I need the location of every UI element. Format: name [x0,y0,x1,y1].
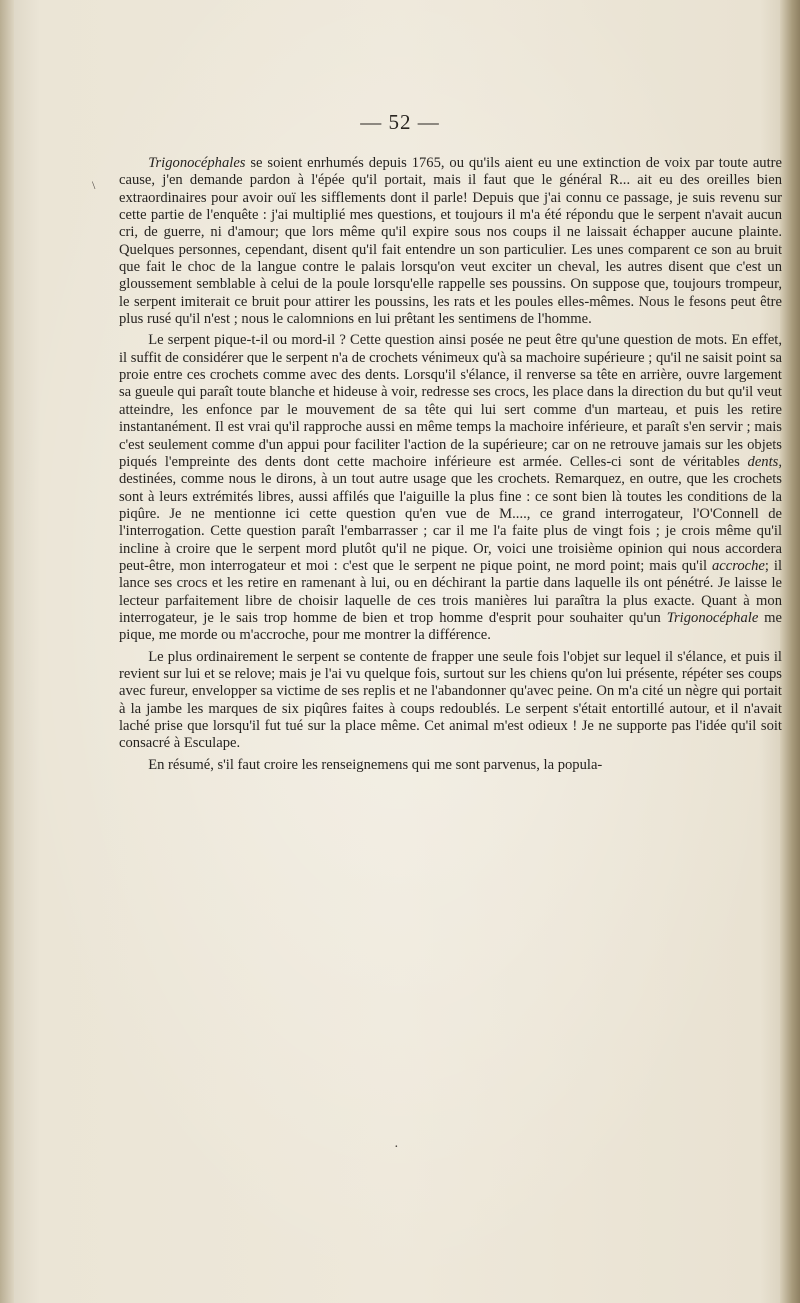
text-run: En résumé, s'il faut croire les renseignemens qui me sont parvenus, la popula- [148,756,603,773]
text-run: , destinées, comme nous le dirons, à un tout autre usage que les crochets. Remarquez, en outre, que les crochets sont à leurs extrémités libres, aussi affilés que l'aiguille la plus fine : ce sont bien là toutes les conditions de la piqûre. Je ne mentionne ici cette question qu'en vue de M...., ce grand interrogateur, l'O'Connell de l'interrogation. Cette question paraît l'embarrasser ; car il me l'a faite plus de vingt fois ; je crois même qu'il incline à croire que le serpent mord plutôt qu'il ne pique. Or, voici une troisième opinion qui nous accordera peut-être, mon interrogateur et moi : c'est que le serpent ne pique point, ne mord point; mais qu'il [119,453,782,574]
text-run: se soient enrhumés depuis 1765, ou qu'ils aient eu une extinction de voix par toute autre cause, j'en demande pardon à l'épée qu'il portait, mais il faut que le général R... ait eu des oreilles bien extraordinaires pour avoir ouï les sifflements dont il parle! Depuis que j'ai connu ce passage, je suis revenu sur cette partie de l'enquête : j'ai multiplié mes questions, et toujours il m'a été répondu que le serpent n'avait aucun cri, de guerre, ni d'amour; que lors même qu'il expire sous nos coups il ne laissait échapper aucune plainte. Quelques personnes, cependant, disent qu'il fait entendre un son particulier. Les unes comparent ce son au bruit que fait le choc de la langue contre le palais lorsqu'on veut exciter un cheval, les autres disent que c'est un gloussement semblable à celui de la poule lorsqu'elle rappelle ses poussins. On suppose que, toujours trompeur, le serpent imiterait ce bruit pour attirer les poussins, les rats et les poules elles-mêmes. Nous le fesons peut être plus rusé qu'il n'est ; nous le calomnions en lui prêtant les sentimens de l'homme. [119,155,782,328]
page-number: — 52 — [360,110,440,134]
text-run: ; il lance ses crocs et les retire en ramenant à lui, ou en déchirant la partie dans laquelle ils ont pénétré. Je laisse le lecteur parfaitement libre de choisir laquelle de ces trois manières lui paraîtra la plus exacte. Quant à mon interrogateur, je le sais trop homme de bien et trop homme d'esprit pour souhaiter qu'un [119,557,782,626]
text-run: Le serpent pique-t-il ou mord-il ? Cette question ainsi posée ne peut être qu'une question de mots. En effet, il suffit de considérer que le serpent n'a de crochets vénimeux qu'à sa machoire supérieure ; qu'il ne saisit point sa proie entre ces crochets comme avec des dents. Lorsqu'il s'élance, il renverse sa tête en arrière, ouvre largement sa gueule qui paraît toute blanche et hideuse à voir, redresse ses crocs, les place dans la direction du but qu'il veut atteindre, les enfonce par le mouvement de sa tête qui lui sert comme d'un marteau, et puis les retire instantanément. Il est vrai qu'il rapproche aussi en même temps la machoire inférieure, et paraît s'en servir ; mais c'est seulement comme d'un appui pour faciliter l'action de la supérieure; car on ne retrouve jamais sur les objets piqués l'empreinte des dents dont cette machoire inférieure est armée. Celles-ci sont de véritables [119,332,782,470]
paragraph-3 [119,649,782,753]
paragraph-4 [119,757,782,774]
italic-word: dents [747,453,779,470]
body-text [119,155,782,774]
page-left-edge [0,0,14,1303]
page-right-edge [780,0,800,1303]
paragraph-2 [119,332,782,644]
margin-mark: \ [92,178,96,192]
italic-word: accroche [711,557,765,574]
ink-speck: · [394,1140,399,1155]
text-run: me pique, me morde ou m'accroche, pour me montrer la différence. [119,609,783,644]
paragraph-1 [119,155,782,328]
text-run: Le plus ordinairement le serpent se contente de frapper une seule fois l'objet sur lequel il s'élance, et puis il revient sur lui et se relove; mais je l'ai vu quelque fois, surtout sur les chiens qu'on lui présente, répéter ses coups avec fureur, envelopper sa victime de ses replis et ne l'abandonner qu'avec peine. On m'a cité un nègre qui portait à la jambe les marques de six piqûres faites à coups redoublés. Le serpent s'était entortillé autour, et il n'avait laché prise que lorsqu'il fut tué sur la place même. Cet animal m'est odieux ! Je ne supporte pas l'idée qu'il soit consacré à Esculape. [119,648,782,752]
italic-word: Trigonocéphales [148,155,246,171]
italic-word: Trigonocéphale [666,609,759,626]
